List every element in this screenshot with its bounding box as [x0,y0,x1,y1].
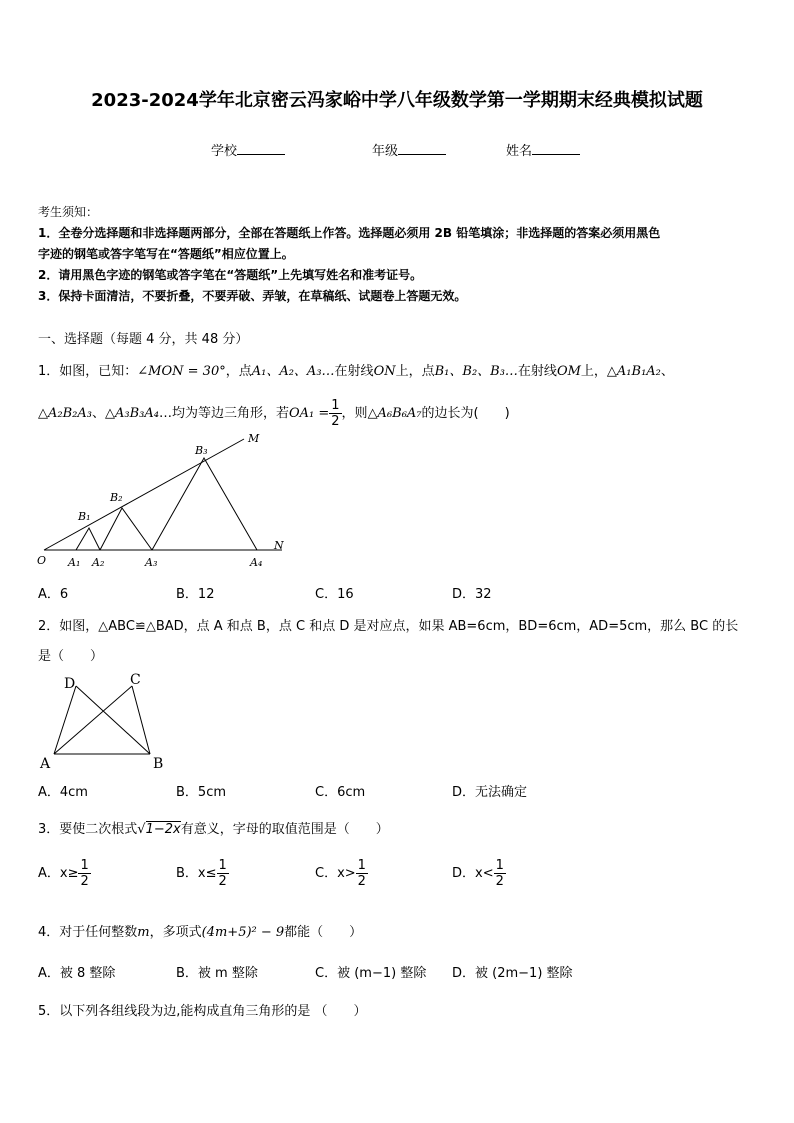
q3-text: 有意义，字母的取值范围是（ ） [180,822,389,837]
notes-heading: 考生须知： [38,205,99,219]
q1-text: 的边长为( ) [421,406,510,421]
option-fraction [78,858,90,889]
q4-option-a[interactable]: A．被 8 整除 [38,966,116,981]
q1-option-a[interactable]: A．6 [38,587,69,602]
fraction-denominator: 2 [331,414,340,429]
q4-text: ，多项式 [149,925,202,940]
ray-om [44,439,244,550]
note-item: 1．全卷分选择题和非选择题两部分，全部在答题纸上作答。选择题必须用 2B 铅笔填涂；非选择题的答案必须用黑色 [38,226,661,240]
fraction-numerator: 1 [80,858,89,873]
name-blank [532,142,580,155]
fraction-denominator: 2 [218,874,227,889]
label-m: M [248,432,260,445]
fraction-denominator: 2 [495,874,504,889]
q1-text: ，则 [341,406,368,421]
exam-notes [38,202,758,307]
q1-text: 1．如图，已知： [38,364,138,379]
note-item: 2．请用黑色字迹的钢笔或答字笔在“答题纸”上先填写姓名和准考证号。 [38,268,423,282]
label-b1: B₁ [78,510,91,523]
grade-blank [398,142,446,155]
q1-option-c[interactable]: C．16 [315,587,354,602]
fraction-numerator: 1 [357,858,366,873]
note-item: 字迹的钢笔或答字笔写在“答题纸”相应位置上。 [38,247,294,261]
school-field [211,140,285,159]
q1-text: 、 [660,364,674,379]
triangle-3 [152,458,257,550]
fraction-numerator: 1 [218,858,227,873]
q1-oa1: OA₁ = [288,406,330,421]
q3-option-a[interactable] [38,858,91,889]
q2-option-d[interactable]: D．无法确定 [452,785,528,800]
grade-field [372,140,446,159]
q1-text: ，点 [225,364,252,379]
radical-sign: √ [137,822,146,837]
section-heading: 一、选择题（每题 4 分，共 48 分） [38,332,249,347]
option-fraction [494,858,506,889]
q3-radicand: 1−2x [145,822,181,837]
grade-label: 年级 [372,144,399,159]
q1-triangle-1: △A₁B₁A₂ [606,364,661,379]
option-fraction [356,858,368,889]
fraction-numerator: 1 [331,398,340,413]
q1-triangle-2: △A₂B₂A₃ [38,406,92,421]
q1-text: 在射线 [334,364,374,379]
q3-option-c[interactable] [315,858,368,889]
q4-line [38,921,362,940]
label-a2: A₂ [92,556,105,569]
label-b: B [153,756,164,772]
option-fraction [217,858,229,889]
label-b2: B₂ [110,491,123,504]
q3-option-d[interactable] [452,858,506,889]
q1-line1 [38,360,674,379]
q4-option-d[interactable]: D．被 (2m−1) 整除 [452,966,573,981]
q1-text: 、 [91,406,105,421]
q4-var: m [137,925,150,940]
label-a1: A₁ [68,556,81,569]
note-item: 3．保持卡面清洁，不要折叠，不要弄破、弄皱，在草稿纸、试题卷上答题无效。 [38,289,467,303]
q1-points-a: A₁、A₂、A₃… [251,364,335,379]
q2-option-b[interactable]: B．5cm [176,785,227,800]
option-label: B．x≤ [176,866,217,881]
label-n: N [274,539,284,552]
segment-db [76,686,150,754]
option-label: D．x< [452,866,494,881]
q1-triangle-7: △A₆B₆A₇ [367,406,422,421]
q1-text: 上， [580,364,607,379]
option-label: C．x> [315,866,356,881]
q2-line2: 是（ ） [38,649,104,664]
q3-text: 3．要使二次根式 [38,822,138,837]
q1-option-d[interactable]: D．32 [452,587,492,602]
school-label: 学校 [211,144,238,159]
label-o: O [37,554,47,567]
q3-line [38,818,389,837]
q2-line1: 2．如图，△ABC≌△BAD，点 A 和点 B，点 C 和点 D 是对应点，如果 AB=6cm，BD=6cm，AD=5cm，那么 BC 的长 [38,619,739,634]
q3-option-b[interactable] [176,858,229,889]
q4-option-c[interactable]: C．被 (m−1) 整除 [315,966,427,981]
q1-text: …均为等边三角形，若 [158,406,289,421]
option-label: A．x≥ [38,866,79,881]
q1-angle: ∠MON = 30° [137,364,226,379]
fraction-denominator: 2 [80,874,89,889]
label-b3: B₃ [195,444,208,457]
q1-line2 [38,398,510,429]
q1-fraction [329,398,341,429]
q2-option-c[interactable]: C．6cm [315,785,366,800]
q1-triangle-3: △A₃B₃A₄ [104,406,159,421]
q1-figure [32,428,302,574]
q2-option-a[interactable]: A．4cm [38,785,88,800]
q2-figure [36,668,176,774]
q4-text: 都能（ ） [284,925,363,940]
label-c: C [130,672,141,688]
label-a3: A₃ [145,556,158,569]
fraction-numerator: 1 [495,858,504,873]
q1-text: 上，点 [395,364,435,379]
segment-cb [132,686,150,754]
fraction-denominator: 2 [357,874,366,889]
label-a: A [40,756,51,772]
q1-points-b: B₁、B₂、B₃… [434,364,518,379]
label-d: D [64,676,76,692]
q4-option-b[interactable]: B．被 m 整除 [176,966,258,981]
page-title: 2023-2024学年北京密云冯家峪中学八年级数学第一学期期末经典模拟试题 [91,90,703,111]
name-label: 姓名 [506,144,533,159]
q1-text: 在射线 [517,364,557,379]
school-blank [237,142,285,155]
segment-ac [54,686,132,754]
triangle-1 [76,528,100,550]
q4-text: 4．对于任何整数 [38,925,138,940]
label-a4: A₄ [250,556,263,569]
name-field [506,140,580,159]
q5-line: 5．以下列各组线段为边,能构成直角三角形的是 （ ） [38,1004,367,1019]
q4-polynomial: (4m+5)² − 9 [201,925,285,940]
q1-ray-on: ON [373,364,396,379]
q1-option-b[interactable]: B．12 [176,587,215,602]
q1-ray-om: OM [556,364,581,379]
